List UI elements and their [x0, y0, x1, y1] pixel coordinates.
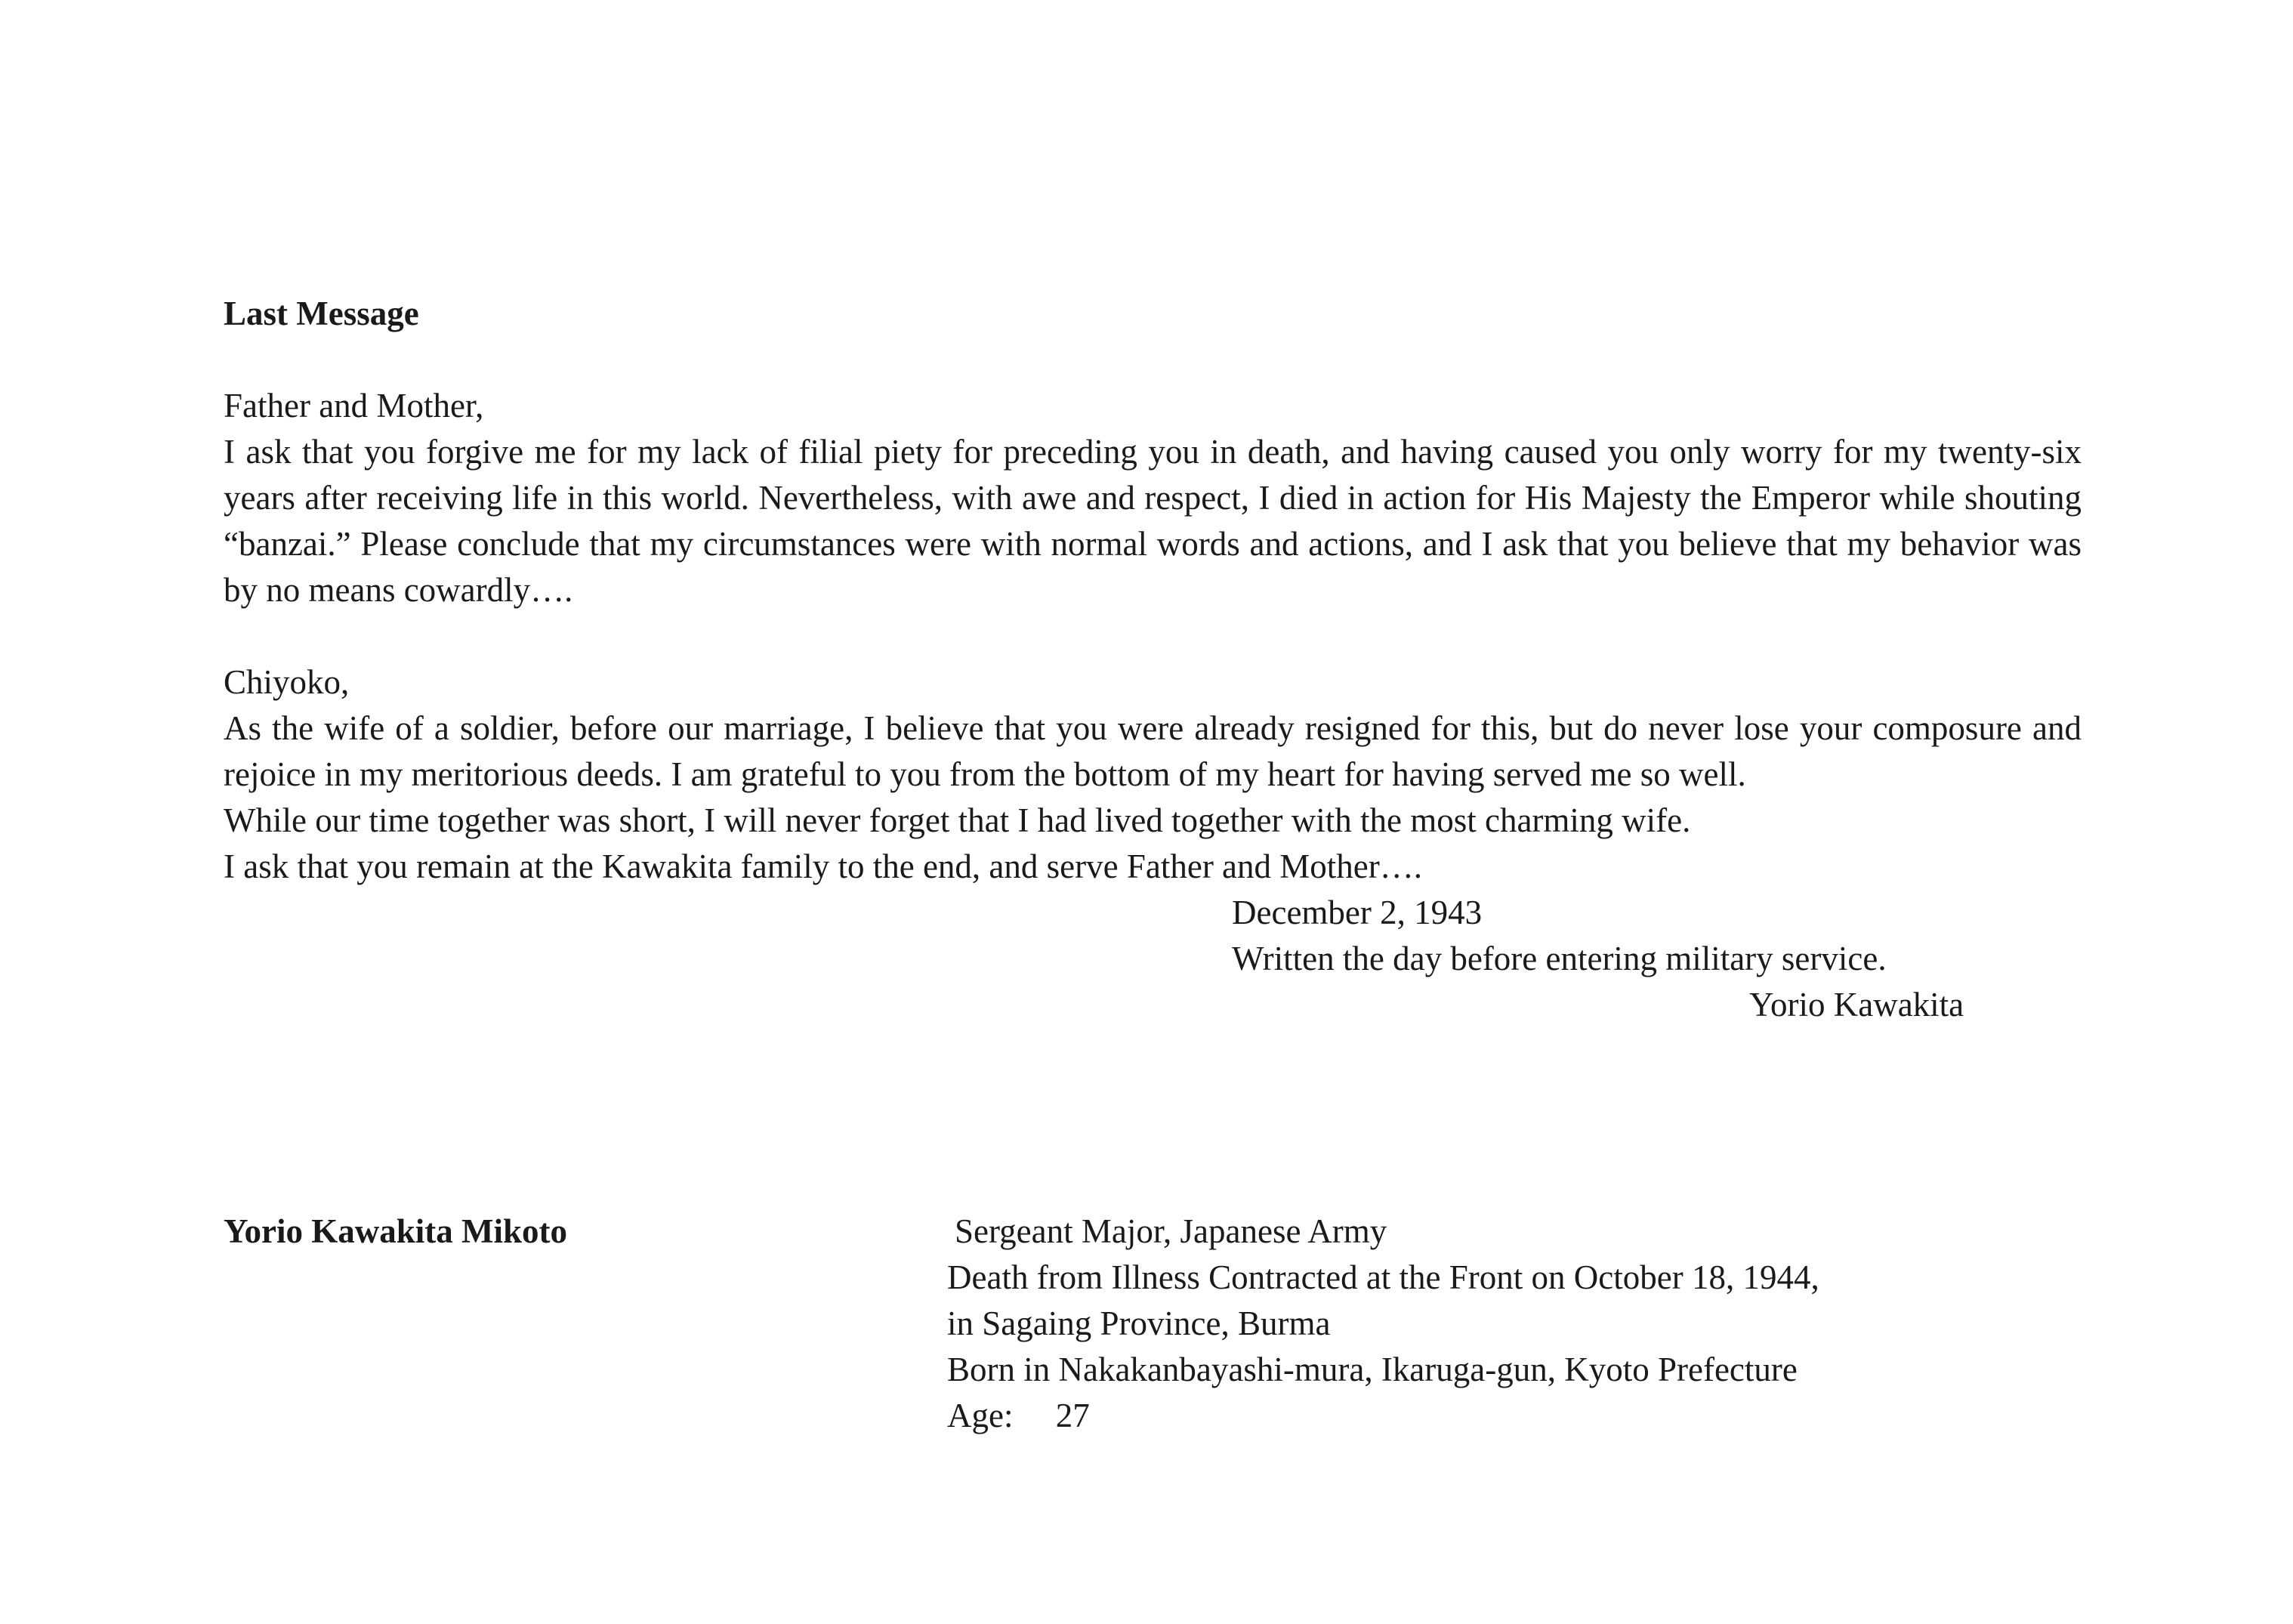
military-rank: Sergeant Major, Japanese Army — [955, 1212, 1387, 1250]
signature-block — [1232, 890, 2082, 982]
written-note: Written the day before entering military service. — [1232, 940, 1887, 977]
wife-paragraph-2: While our time together was short, I will never forget that I had lived together with the most charming wife. — [224, 801, 1691, 839]
birthplace: Born in Nakakanbayashi-mura, Ikaruga-gun, Kyoto Prefecture — [947, 1351, 1798, 1388]
age: Age: 27 — [947, 1397, 1090, 1434]
death-details: Death from Illness Contracted at the Front on October 18, 1944, — [947, 1258, 1819, 1296]
biography-details — [947, 1209, 2080, 1439]
parents-paragraph: I ask that you forgive me for my lack of filial piety for preceding you in death, and having caused you only worry for my twenty-six years after receiving life in this world. Nevertheless, with awe and respect, I died in action for His Majesty the Emperor while shouting “banzai.” Please conclude that my circumstances were with normal words and actions, and I ask that you believe that my behavior was by no means cowardly…. — [224, 433, 2082, 609]
death-location: in Sagaing Province, Burma — [947, 1304, 1331, 1342]
spacer — [224, 337, 2082, 383]
deceased-name: Yorio Kawakita Mikoto — [224, 1212, 567, 1250]
wife-paragraph-1: As the wife of a soldier, before our marriage, I believe that you were already resigned for this, but do never lose your composure and rejoice in my meritorious deeds. I am grateful to you from the bottom of my heart for having served me so well. — [224, 709, 2082, 793]
letter-body — [224, 291, 2082, 1028]
wife-paragraph-3: I ask that you remain at the Kawakita family to the end, and serve Father and Mother…. — [224, 848, 1422, 885]
letter-date: December 2, 1943 — [1232, 894, 1483, 931]
spacer — [224, 613, 2082, 659]
salutation-wife: Chiyoko, — [224, 663, 350, 701]
salutation-parents: Father and Mother, — [224, 387, 484, 425]
letter-heading: Last Message — [224, 295, 419, 332]
signature-name: Yorio Kawakita — [1749, 986, 1964, 1023]
